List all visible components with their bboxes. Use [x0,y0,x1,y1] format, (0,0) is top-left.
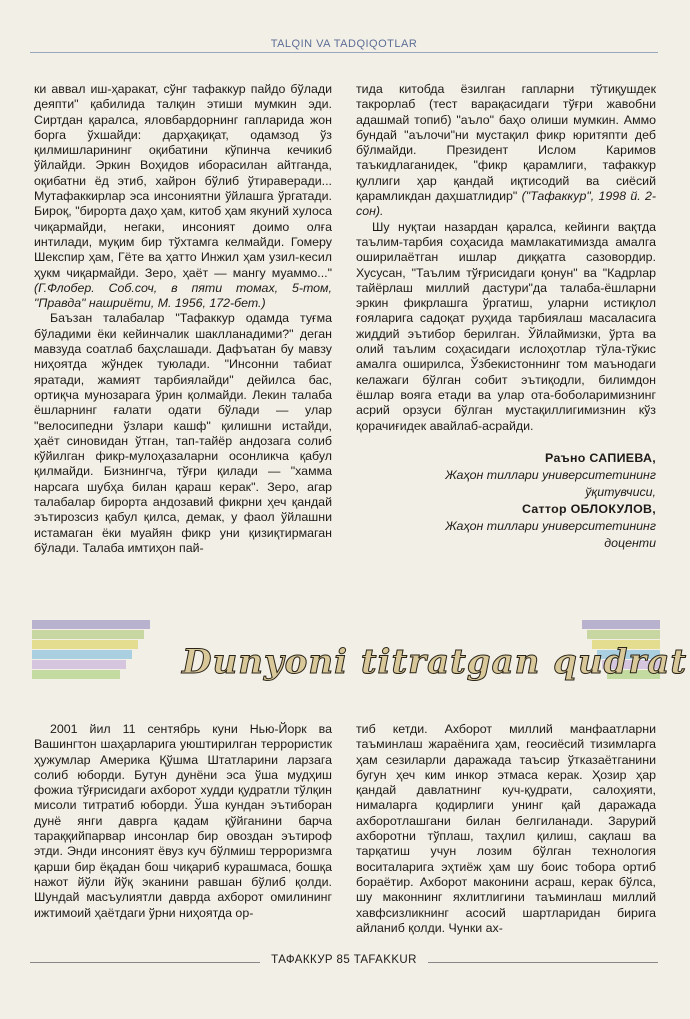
article-column-right [356,82,656,552]
page-footer [30,954,658,970]
author-signature [356,450,656,552]
paragraph: ки аввал иш-ҳаракат, сўнг тафаккур пайдо бўлади деяпти" қабилида талқин этиши мумкин эди. Сиртдан қаралса, яловбардорнинг гапларида жон борга ўхшайди: дарҳақиқат, одамзод ўз қилмишларининг оқибатини кўпинча кечикиб ўйлайди. Эркин Воҳидов иборасилан айтганда, оқибатни ёд этиб, хайрон бўлиб ўтираверади... Мутафаккирлар эса инсониятни ўйлашга ўргатади. Бироқ, "бирорта даҳо ҳам, китоб ҳам якуний хулоса чиқармайди, негаки, инсоният доимо олға интилади, муқим бир тўхтамга келмайди. Гомеру Шекспир ҳам, Гёте ва ҳатто Инжил ҳам узил-кесил ҳукм чиқармайди. Зеро, ҳаёт — мангу муаммо..." (Г.Флобер. Соб.соч, в пяти томах, 5-том, "Правда" нашриёти, М. 1956, 172-бет.) [34,82,332,311]
author-affiliation: Жаҳон тиллари университетининг [445,518,656,533]
banner-stripe [32,650,132,659]
banner-stripes-left [32,612,162,692]
paragraph: Баъзан талабалар "Тафаккур одамда туғма бўладими ёки кейинчалик шаклланадими?" деган мавзуда соатлаб баҳслашади. Дафъатан бу мавзу ниҳоятда жўндек туюлади. "Инсонни табиат яратади, жамият тарбиялайди" дейилса бас, ортиқча мунозарага ўрин қолмайди. Лекин талаба ёшларнинг ғалати одати бўлади — улар "велосипедни ўзлари кашф" қилишни истайди, ҳаёт синовидан ўтган, тап-тайёр андозага солиб кўйилган фикр-мулоҳазаларни осонликча қабул қилмайди. Бизнингча, тўғри қилади — "хамма нарсага шубҳа билан қараш керак". Зеро, агар талабалар бирорта андозавий фикрни ҳеч қандай эътирозсиз қабул қилса, демак, у фаол ўйлашни истамаган ёки муайян фикр уни қизиқтирмаган бўлади. Талаба имтиҳон пай- [34,311,332,555]
article-column-left [34,722,332,921]
author-affiliation: Жаҳон тиллари университетининг [445,467,656,482]
article-banner [32,612,688,692]
banner-stripe [32,660,126,669]
citation: ("Тафаккур", 1998 й. 2-сон). [356,189,656,219]
running-header [30,38,658,56]
banner-stripe [582,620,660,629]
banner-stripe [32,640,138,649]
author-name: Раъно САПИЕВА, [545,450,656,465]
paragraph: тиб кетди. Ахборот миллий манфаатларни таъминлаш жараёнига ҳам, геосиёсий тизимларга ҳам сезиларли даражада таъсир ўтказаётганини бугун ҳеч ким инкор этмаса керак. Ҳозир ҳар қандай давлатнинг куч-қудрати, салоҳияти, нималарга қодирлиги унинг қай даражада ахборотлашгани билан белгиланади. Зарурий ахборотни тўплаш, таҳлил қилиш, сақлаш ва тарқатиш учун лозим бўлган технология воситаларига эҳтиёж ҳам шу боис тобора ортиб бораётир. Ахборот маконини асраш, керак бўлса, шу маконнинг яхлитлигини таъминлаш миллий хавфсизликнинг асосий шартларидан бирига айланиб қолди. Чунки ах- [356,722,656,935]
banner-stripe [32,620,150,629]
author-position: доценти [604,535,656,550]
paragraph: тида китобда ёзилган гапларни тўтиқушдек такрорлаб (тест варақасидаги тўғри жавобни адашмай топиб) "аъло" баҳо олиши мумкин. Аммо бундай "аълочи"ни мустақил фикр юритяпти деб бўлмайди. Президент Ислом Каримов таъкидлаганидек, "фикр қарамлиги, тафаккур қуллиги ҳар қандай иқтисодий ва сиёсий қарамликдан даҳшатлидир" ("Тафаккур", 1998 й. 2-сон). [356,82,656,219]
author-position: ўқитувчиси, [585,484,656,499]
header-rule [30,52,658,53]
section-title: TALQIN VA TADQIQOTLAR [270,38,418,50]
citation: (Г.Флобер. Соб.соч, в пяти томах, 5-том, "Правда" нашриёти, М. 1956, 172-бет.) [34,280,332,311]
banner-stripe [587,630,660,639]
paragraph: Шу нуқтаи назардан қаралса, кейинги вақтда таълим-тарбия соҳасида мамлакатимизда амалга оширилаётган ишлар диққатга сазовордир. Хусусан, "Таълим тўғрисидаги қонун" ва "Кадрлар тайёрлаш миллий дастури"да талаба-ёшларни эркин фикрлашга ўргатиш, уларни истиқлол ғояларига садоқат руҳида тарбиялаш масаласига жиддий эътибор берилган. Ўйлаймизки, ўрта ва олий таълим соҳасидаги ислоҳотлар тўла-тўкис амалга оширилса, Ўзбекистоннинг том маънодаги келажаги бўлган собит эътиқодли, билимдон ёшлар вояга етади ва улар ота-боболаримизнинг асрий орзуси бўлган мустақиллигимизнин кўз қорачиғидек авайлаб-асрайди. [356,219,656,433]
banner-stripe [32,670,120,679]
page-number: ТАФАККУР 85 TAFAKKUR [271,954,417,966]
paragraph: 2001 йил 11 сентябрь куни Нью-Йорк ва Вашингтон шаҳарларига уюштирилган террористик ҳужумлар Америка Қўшма Штатларини ларзага солиб юборди. Бутун дунёни эса ўша мудҳиш фожиа тўғрисидаги ахборот худди қудратли тўлқин мисоли титратиб юборди. Ўша кундан эътиборан дунё янги даврга қадам қўйганини барча тараққийпарвар инсонлар бир овоздан эътироф этди. Энди инсоният ёвуз куч бўлмиш терроризмга қарши бир ёқадан бош чиқариб курашмаса, бошқа нажот йўли йўқ эканини равшан бўлиб қолди. Шундай масъулиятли даврда ахборот омилининг ижтимоий ҳаётдаги ўрни ниҳоятда ор- [34,722,332,920]
author-name: Саттор ОБЛОКУЛОВ, [521,501,656,516]
banner-stripe [32,630,144,639]
article-title: Dunyoni titratgan qudrat [182,642,688,682]
article-column-right [356,722,656,936]
article-column-left [34,82,332,556]
